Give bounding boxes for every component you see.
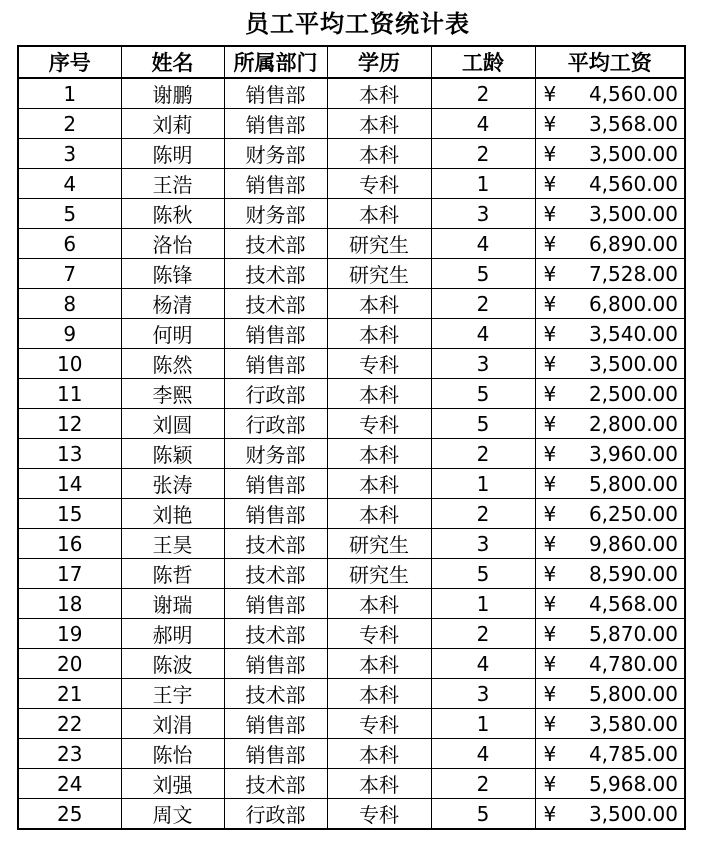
cell-name: 王宇 — [121, 679, 224, 709]
table-row — [18, 799, 685, 830]
cell-name: 陈哲 — [121, 559, 224, 589]
cell-salary — [535, 739, 685, 769]
cell-id: 20 — [18, 649, 121, 679]
cell-years: 4 — [431, 649, 535, 679]
currency-symbol: ¥ — [543, 231, 557, 256]
cell-department: 行政部 — [224, 379, 327, 409]
cell-name: 陈秋 — [121, 199, 224, 229]
salary-amount: 9,860.00 — [588, 531, 678, 556]
cell-education: 专科 — [327, 169, 431, 199]
table-row — [18, 379, 685, 409]
currency-symbol: ¥ — [543, 531, 557, 556]
cell-years: 5 — [431, 799, 535, 830]
cell-salary — [535, 229, 685, 259]
cell-years: 2 — [431, 499, 535, 529]
cell-id: 24 — [18, 769, 121, 799]
currency-symbol: ¥ — [543, 771, 557, 796]
cell-department: 技术部 — [224, 529, 327, 559]
cell-salary — [535, 409, 685, 439]
salary-amount: 7,528.00 — [588, 261, 678, 286]
salary-amount: 3,540.00 — [588, 321, 678, 346]
cell-education: 研究生 — [327, 259, 431, 289]
cell-department: 销售部 — [224, 589, 327, 619]
header-education: 学历 — [327, 46, 431, 78]
cell-years: 1 — [431, 169, 535, 199]
cell-id: 11 — [18, 379, 121, 409]
cell-salary — [535, 289, 685, 319]
cell-id: 4 — [18, 169, 121, 199]
table-row — [18, 229, 685, 259]
currency-symbol: ¥ — [543, 501, 557, 526]
table-row — [18, 169, 685, 199]
cell-department: 销售部 — [224, 319, 327, 349]
cell-name: 周文 — [121, 799, 224, 830]
cell-id: 23 — [18, 739, 121, 769]
cell-education: 本科 — [327, 199, 431, 229]
cell-years: 1 — [431, 469, 535, 499]
cell-education: 研究生 — [327, 229, 431, 259]
cell-name: 刘莉 — [121, 109, 224, 139]
salary-amount: 3,500.00 — [588, 351, 678, 376]
cell-salary — [535, 709, 685, 739]
cell-salary — [535, 799, 685, 830]
salary-amount: 3,500.00 — [588, 801, 678, 826]
cell-salary — [535, 679, 685, 709]
cell-education: 专科 — [327, 709, 431, 739]
currency-symbol: ¥ — [543, 381, 557, 406]
currency-symbol: ¥ — [543, 321, 557, 346]
cell-name: 刘圆 — [121, 409, 224, 439]
cell-id: 15 — [18, 499, 121, 529]
cell-department: 技术部 — [224, 619, 327, 649]
table-row — [18, 679, 685, 709]
cell-years: 4 — [431, 229, 535, 259]
table-row — [18, 529, 685, 559]
cell-id: 6 — [18, 229, 121, 259]
cell-name: 刘艳 — [121, 499, 224, 529]
cell-id: 10 — [18, 349, 121, 379]
salary-amount: 8,590.00 — [588, 561, 678, 586]
cell-name: 陈颖 — [121, 439, 224, 469]
cell-years: 5 — [431, 409, 535, 439]
cell-name: 陈怡 — [121, 739, 224, 769]
cell-department: 财务部 — [224, 139, 327, 169]
cell-education: 本科 — [327, 469, 431, 499]
salary-amount: 2,800.00 — [588, 411, 678, 436]
cell-years: 5 — [431, 559, 535, 589]
cell-department: 销售部 — [224, 499, 327, 529]
table-header-row — [18, 46, 685, 78]
cell-department: 技术部 — [224, 229, 327, 259]
cell-education: 专科 — [327, 619, 431, 649]
salary-amount: 3,568.00 — [588, 111, 678, 136]
table-row — [18, 619, 685, 649]
table-row — [18, 139, 685, 169]
cell-name: 陈明 — [121, 139, 224, 169]
cell-education: 本科 — [327, 289, 431, 319]
cell-education: 本科 — [327, 78, 431, 109]
currency-symbol: ¥ — [543, 291, 557, 316]
cell-salary — [535, 319, 685, 349]
cell-salary — [535, 499, 685, 529]
cell-salary — [535, 199, 685, 229]
cell-name: 郝明 — [121, 619, 224, 649]
header-years: 工龄 — [431, 46, 535, 78]
cell-salary — [535, 379, 685, 409]
salary-amount: 4,560.00 — [588, 171, 678, 196]
table-row — [18, 289, 685, 319]
currency-symbol: ¥ — [543, 351, 557, 376]
cell-name: 洛怡 — [121, 229, 224, 259]
header-id: 序号 — [18, 46, 121, 78]
cell-department: 销售部 — [224, 739, 327, 769]
table-body — [18, 78, 685, 829]
cell-salary — [535, 78, 685, 109]
cell-years: 2 — [431, 439, 535, 469]
cell-salary — [535, 259, 685, 289]
cell-education: 本科 — [327, 439, 431, 469]
page-title: 员工平均工资统计表 — [245, 9, 470, 38]
table-row — [18, 769, 685, 799]
cell-education: 本科 — [327, 139, 431, 169]
currency-symbol: ¥ — [543, 81, 557, 106]
salary-amount: 3,960.00 — [588, 441, 678, 466]
currency-symbol: ¥ — [543, 471, 557, 496]
cell-salary — [535, 769, 685, 799]
table-row — [18, 409, 685, 439]
table-row — [18, 319, 685, 349]
cell-name: 李熙 — [121, 379, 224, 409]
currency-symbol: ¥ — [543, 651, 557, 676]
cell-id: 17 — [18, 559, 121, 589]
cell-salary — [535, 439, 685, 469]
salary-amount: 4,560.00 — [588, 81, 678, 106]
cell-salary — [535, 169, 685, 199]
cell-education: 本科 — [327, 769, 431, 799]
cell-education: 研究生 — [327, 559, 431, 589]
cell-education: 本科 — [327, 739, 431, 769]
cell-years: 3 — [431, 349, 535, 379]
table-row — [18, 109, 685, 139]
table-row — [18, 349, 685, 379]
cell-years: 3 — [431, 529, 535, 559]
salary-amount: 6,890.00 — [588, 231, 678, 256]
cell-years: 2 — [431, 289, 535, 319]
cell-id: 2 — [18, 109, 121, 139]
table-row — [18, 469, 685, 499]
cell-education: 本科 — [327, 109, 431, 139]
currency-symbol: ¥ — [543, 681, 557, 706]
cell-id: 21 — [18, 679, 121, 709]
cell-name: 陈然 — [121, 349, 224, 379]
currency-symbol: ¥ — [543, 111, 557, 136]
currency-symbol: ¥ — [543, 591, 557, 616]
salary-amount: 5,800.00 — [588, 681, 678, 706]
header-salary: 平均工资 — [535, 46, 685, 78]
cell-years: 5 — [431, 259, 535, 289]
cell-department: 技术部 — [224, 679, 327, 709]
table-row — [18, 199, 685, 229]
cell-education: 专科 — [327, 799, 431, 830]
cell-education: 本科 — [327, 379, 431, 409]
cell-department: 销售部 — [224, 709, 327, 739]
cell-id: 22 — [18, 709, 121, 739]
cell-department: 销售部 — [224, 78, 327, 109]
cell-name: 刘强 — [121, 769, 224, 799]
cell-department: 技术部 — [224, 259, 327, 289]
salary-amount: 4,568.00 — [588, 591, 678, 616]
salary-amount: 6,800.00 — [588, 291, 678, 316]
currency-symbol: ¥ — [543, 441, 557, 466]
cell-years: 2 — [431, 139, 535, 169]
cell-department: 技术部 — [224, 559, 327, 589]
salary-amount: 3,500.00 — [588, 201, 678, 226]
cell-education: 本科 — [327, 649, 431, 679]
currency-symbol: ¥ — [543, 801, 557, 826]
cell-salary — [535, 649, 685, 679]
cell-id: 3 — [18, 139, 121, 169]
cell-years: 2 — [431, 78, 535, 109]
cell-years: 4 — [431, 739, 535, 769]
header-name: 姓名 — [121, 46, 224, 78]
cell-department: 行政部 — [224, 799, 327, 830]
cell-name: 何明 — [121, 319, 224, 349]
cell-education: 本科 — [327, 679, 431, 709]
salary-amount: 3,580.00 — [588, 711, 678, 736]
currency-symbol: ¥ — [543, 711, 557, 736]
cell-education: 本科 — [327, 319, 431, 349]
cell-department: 财务部 — [224, 199, 327, 229]
currency-symbol: ¥ — [543, 411, 557, 436]
currency-symbol: ¥ — [543, 141, 557, 166]
cell-education: 本科 — [327, 499, 431, 529]
cell-name: 谢瑞 — [121, 589, 224, 619]
cell-id: 13 — [18, 439, 121, 469]
salary-amount: 5,800.00 — [588, 471, 678, 496]
cell-id: 16 — [18, 529, 121, 559]
cell-education: 研究生 — [327, 529, 431, 559]
cell-years: 3 — [431, 679, 535, 709]
cell-id: 18 — [18, 589, 121, 619]
cell-name: 陈波 — [121, 649, 224, 679]
table-row — [18, 499, 685, 529]
cell-years: 4 — [431, 319, 535, 349]
salary-table — [17, 45, 686, 830]
cell-department: 销售部 — [224, 109, 327, 139]
cell-education: 本科 — [327, 589, 431, 619]
cell-department: 技术部 — [224, 769, 327, 799]
cell-department: 销售部 — [224, 169, 327, 199]
cell-id: 9 — [18, 319, 121, 349]
cell-salary — [535, 139, 685, 169]
cell-salary — [535, 529, 685, 559]
cell-department: 销售部 — [224, 649, 327, 679]
cell-department: 行政部 — [224, 409, 327, 439]
salary-amount: 3,500.00 — [588, 141, 678, 166]
cell-salary — [535, 109, 685, 139]
cell-department: 技术部 — [224, 289, 327, 319]
cell-education: 专科 — [327, 349, 431, 379]
currency-symbol: ¥ — [543, 561, 557, 586]
cell-id: 19 — [18, 619, 121, 649]
table-row — [18, 559, 685, 589]
cell-salary — [535, 619, 685, 649]
currency-symbol: ¥ — [543, 741, 557, 766]
cell-years: 5 — [431, 379, 535, 409]
currency-symbol: ¥ — [543, 171, 557, 196]
cell-department: 销售部 — [224, 469, 327, 499]
salary-amount: 6,250.00 — [588, 501, 678, 526]
salary-amount: 5,870.00 — [588, 621, 678, 646]
cell-name: 王昊 — [121, 529, 224, 559]
cell-name: 陈锋 — [121, 259, 224, 289]
cell-name: 王浩 — [121, 169, 224, 199]
cell-department: 销售部 — [224, 349, 327, 379]
cell-name: 谢鹏 — [121, 78, 224, 109]
salary-amount: 4,780.00 — [588, 651, 678, 676]
currency-symbol: ¥ — [543, 621, 557, 646]
cell-department: 财务部 — [224, 439, 327, 469]
cell-id: 25 — [18, 799, 121, 830]
cell-salary — [535, 559, 685, 589]
cell-years: 1 — [431, 589, 535, 619]
cell-id: 12 — [18, 409, 121, 439]
salary-amount: 5,968.00 — [588, 771, 678, 796]
salary-amount: 2,500.00 — [588, 381, 678, 406]
table-row — [18, 439, 685, 469]
cell-years: 4 — [431, 109, 535, 139]
currency-symbol: ¥ — [543, 261, 557, 286]
cell-salary — [535, 589, 685, 619]
cell-id: 14 — [18, 469, 121, 499]
cell-salary — [535, 349, 685, 379]
table-row — [18, 78, 685, 109]
cell-name: 张涛 — [121, 469, 224, 499]
cell-years: 1 — [431, 709, 535, 739]
cell-name: 刘涓 — [121, 709, 224, 739]
cell-name: 杨清 — [121, 289, 224, 319]
cell-education: 专科 — [327, 409, 431, 439]
table-row — [18, 709, 685, 739]
salary-amount: 4,785.00 — [588, 741, 678, 766]
cell-years: 2 — [431, 769, 535, 799]
cell-id: 1 — [18, 78, 121, 109]
header-department: 所属部门 — [224, 46, 327, 78]
cell-id: 8 — [18, 289, 121, 319]
table-row — [18, 259, 685, 289]
cell-salary — [535, 469, 685, 499]
cell-years: 3 — [431, 199, 535, 229]
table-row — [18, 739, 685, 769]
cell-years: 2 — [431, 619, 535, 649]
currency-symbol: ¥ — [543, 201, 557, 226]
table-row — [18, 649, 685, 679]
table-row — [18, 589, 685, 619]
cell-id: 7 — [18, 259, 121, 289]
cell-id: 5 — [18, 199, 121, 229]
